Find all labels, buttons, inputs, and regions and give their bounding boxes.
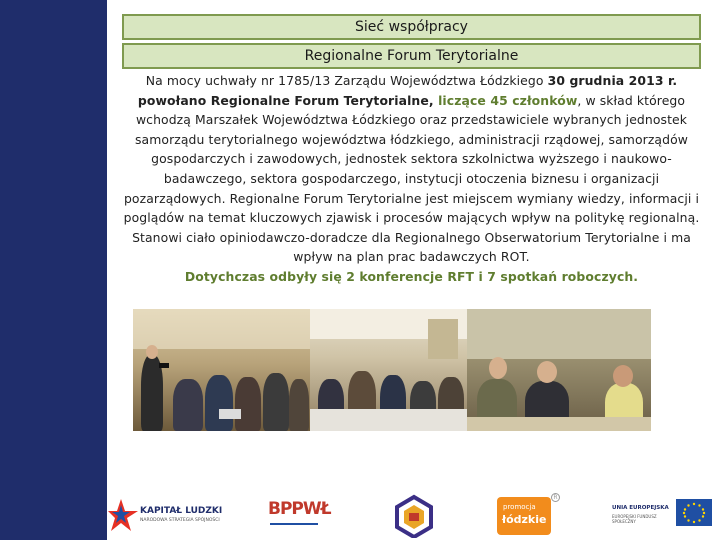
body-date: 30 grudnia 2013 r. <box>547 73 678 88</box>
photo-participants <box>467 309 651 431</box>
kapital-ludzki-logo <box>108 493 243 538</box>
eu-subtitle: EUROPEJSKI FUNDUSZ SPOŁECZNY <box>612 514 657 524</box>
kapital-ludzki-title: KAPITAŁ LUDZKI <box>140 506 223 516</box>
photo-meeting-table <box>310 309 467 431</box>
body-text-main: , w skład którego wchodzą Marszałek Województwa Łódzkiego oraz przedstawiciele wybranych jednostek samorządu terytorialnego województwa łódzkiego, administracji rządowej, samorządów gospodarczych i zawodowych, jednostek sektora szkolnictwa wyższego i naukowo-badawczego, sektora gospodarczego, instytucji otoczenia biznesu i organizacji pozarządowych. Regionalne Forum Terytorialne jest miejscem wymiany wiedzy, informacji i poglądów na temat kluczowych zjawisk i procesów mających wpływ na politykę regionalną. Stanowi ciało opiniodawczo-doradcze dla Regionalnego Obserwatorium Terytorialne i ma wpływ na plan prac badawczych ROT. <box>123 92 700 265</box>
bppwl-logo <box>266 493 331 538</box>
body-conferences-summary: Dotychczas odbyły się 2 konferencje RFT i 7 spotkań roboczych. <box>184 268 639 284</box>
promocja-text: promocja <box>503 503 536 511</box>
lodzkie-emblem-icon <box>393 493 435 538</box>
body-paragraph <box>122 71 701 287</box>
section-subtitle: Regionalne Forum Terytorialne <box>122 43 701 69</box>
promocja-lodzkie-logo <box>497 493 559 538</box>
eu-logo <box>612 493 716 538</box>
kapital-ludzki-subtitle: NARODOWA STRATEGIA SPÓJNOŚCI <box>140 518 220 523</box>
lodzkie-text: łódzkie <box>502 513 547 526</box>
section-title: Sieć współpracy <box>122 14 701 40</box>
left-sidebar-band <box>0 0 107 540</box>
body-text-intro: Na mocy uchwały nr 1785/13 Zarządu Województwa Łódzkiego <box>145 73 548 88</box>
photo-conference-hall <box>133 309 310 431</box>
body-members-count: liczące 45 członków <box>438 92 578 108</box>
lodzkie-region-emblem <box>393 493 435 538</box>
eu-title: UNIA EUROPEJSKA <box>612 505 669 511</box>
eu-flag-icon <box>676 499 712 526</box>
registered-mark-icon: R <box>551 493 560 502</box>
bppwl-text: BPPWŁ <box>268 499 331 519</box>
body-established: powołano Regionalne Forum Terytorialne, <box>137 92 439 108</box>
